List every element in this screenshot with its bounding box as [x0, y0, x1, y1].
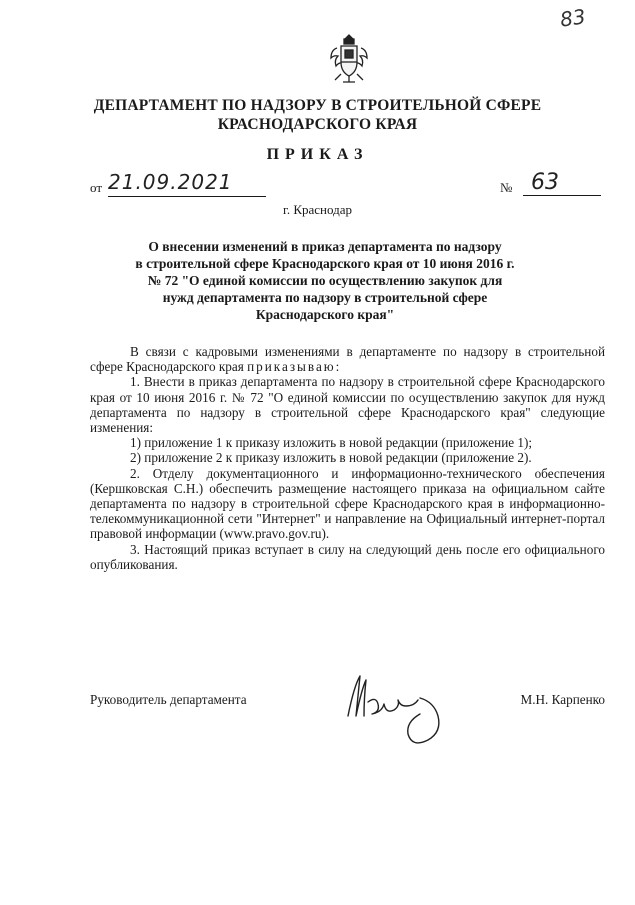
date-number-row	[90, 170, 610, 200]
department-name	[0, 96, 635, 134]
item-1-1: 1) приложение 1 к приказу изложить в новой редакции (приложение 1);	[130, 435, 533, 451]
page-number: 83	[558, 4, 587, 32]
subject-line3: № 72 "О единой комиссии по осуществлению закупок для	[147, 273, 503, 288]
order-title: ПРИКАЗ	[266, 146, 369, 163]
item-3: 3. Настоящий приказ вступает в силу на следующий день после его официального опубликования.	[90, 541, 605, 572]
subject-line4: нужд департамента по надзору в строительной сфере	[162, 290, 488, 305]
order-subject	[120, 238, 530, 323]
signatory-name: М.Н. Карпенко	[520, 692, 605, 707]
intro-text: В связи с кадровыми изменениями в департаменте по надзору в строительной сфере Краснодарского края	[90, 344, 605, 375]
coat-of-arms-emblem	[327, 32, 371, 88]
signatory-position: Руководитель департамента	[90, 692, 247, 707]
order-number: 63	[523, 170, 601, 196]
date-prefix: от	[90, 180, 103, 195]
number-prefix: №	[500, 180, 513, 195]
item-1-2: 2) приложение 2 к приказу изложить в новой редакции (приложение 2).	[130, 450, 532, 466]
subject-line2: в строительной сфере Краснодарского края от 10 июня 2016 г.	[135, 256, 515, 271]
intro-paragraph	[90, 344, 605, 374]
item-1: 1. Внести в приказ департамента по надзору в строительной сфере Краснодарского края от 10 июня 2016 г. № 72 "О единой комиссии по осуществлению закупок для нужд департамента по надзору в строительной сфере Краснодарского края" следующие изменения:	[90, 374, 605, 436]
city: г. Краснодар	[282, 202, 353, 217]
department-name-line1: ДЕПАРТАМЕНТ ПО НАДЗОРУ В СТРОИТЕЛЬНОЙ СФЕРЕ	[93, 97, 542, 114]
subject-line5: Краснодарского края"	[255, 307, 395, 322]
department-name-line2: КРАСНОДАРСКОГО КРАЯ	[217, 116, 418, 133]
item-2: 2. Отделу документационного и информационно-технического обеспечения (Кершковская С.Н.) обеспечить размещение настоящего приказа на официальном сайте департамента по надзору в строительной сфере Краснодарского края в информационно-телекоммуникационной сети "Интернет" и направление на Официальный интернет-портал правовой информации (www.pravo.gov.ru).	[90, 465, 605, 542]
order-date: 21.09.2021	[108, 170, 266, 197]
order-body	[90, 344, 605, 572]
handwritten-signature	[340, 668, 450, 758]
subject-line1: О внесении изменений в приказ департамента по надзору	[148, 239, 502, 254]
intro-command: приказываю:	[247, 359, 342, 375]
